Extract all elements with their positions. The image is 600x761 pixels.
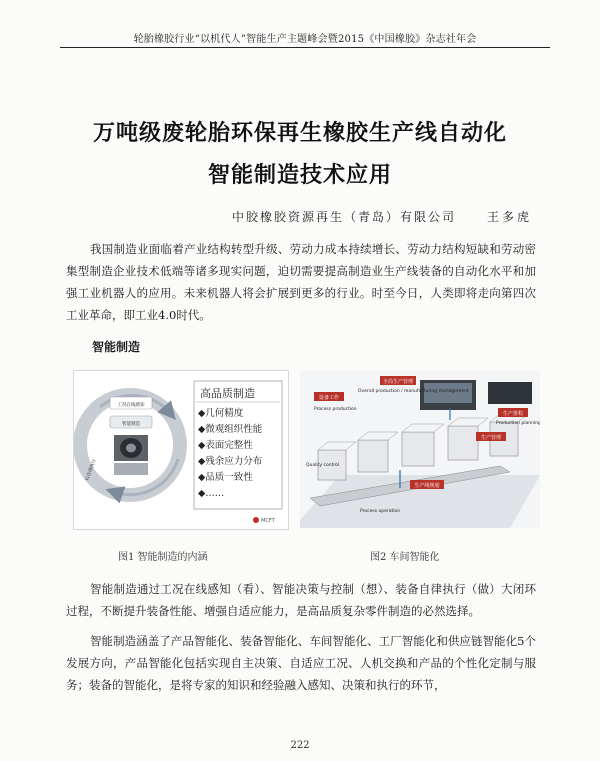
quality-item: ◆残余应力分布 <box>198 456 263 467</box>
workshop-english-label: Overall production / manufacturing management <box>358 389 469 394</box>
quality-item: ◆几何精度 <box>198 408 244 419</box>
figure-2-graphic <box>300 370 540 528</box>
workshop-english-label: Production planning <box>496 421 540 426</box>
workshop-english-label: Quality control <box>306 463 340 468</box>
author-affiliation: 中胶橡胶资源再生（青岛）有限公司 <box>232 210 457 224</box>
running-header: 轮胎橡胶行业“以机代人”智能生产主题峰会暨2015《中国橡胶》杂志社年会 <box>133 34 477 45</box>
quality-item: ◆微观组织性能 <box>198 424 263 435</box>
paragraph-3: 智能制造涵盖了产品智能化、装备智能化、车间智能化、工厂智能化和供应链智能化5个发展方向，产品智能化包括实现自主决策、自适应工况、人机交换和产品的个性化定制与服务；装备的智能化，是将专家的知识和经验融入感知、决策和执行的环节， <box>66 634 536 692</box>
workshop-label: 生产管理 <box>480 435 502 441</box>
paragraph-2: 智能制造通过工况在线感知（看）、智能决策与控制（想）、装备自律执行（做）大闭环过程，不断提升装备性能、增强自适应能力，是高品质复杂零件制造的必然选择。 <box>66 582 536 618</box>
workshop-english-label: Process operation <box>360 509 401 514</box>
workshop-english-label: Process production <box>314 407 357 412</box>
article-title-line2: 智能制造技术应用 <box>207 162 392 188</box>
figure-1-smart-manufacturing <box>73 370 289 530</box>
intro-paragraph: 我国制造业面临着产业结构转型升级、劳动力成本持续增长、劳动力结构短缺和劳动密集型制造企业技术低端等诸多现实问题，迫切需要提高制造业生产线装备的自动化水平和加强工业机器人的应用。未来机器人将会扩展到更多的行业。时至今日，人类即将走向第四次工业革命，即工业4.0时代。 <box>66 242 536 322</box>
author-name: 王多虎 <box>487 210 533 224</box>
section-heading: 智能制造 <box>92 340 141 354</box>
figure-1-caption: 图1 智能制造的内涵 <box>118 552 208 563</box>
workshop-label: 设备工作 <box>318 395 340 401</box>
quality-box-title: 高品质制造 <box>200 387 255 400</box>
logo-mark <box>253 517 259 523</box>
quality-item: ◆表面完整性 <box>198 440 253 451</box>
article-title-line1: 万吨级废轮胎环保再生橡胶生产线自动化 <box>92 120 507 146</box>
figure-2-workshop <box>300 370 540 528</box>
cycle-label-execute: 以自律执行 <box>85 458 98 482</box>
workshop-label: 全局生产管理 <box>382 379 414 385</box>
workshop-label: 生产线规划 <box>414 483 440 489</box>
server-rack <box>488 382 532 404</box>
header-rule <box>60 47 550 48</box>
figure-2-caption: 图2 车间智能化 <box>370 552 440 563</box>
figure-1-graphic <box>74 371 288 529</box>
logo-text: MCFT <box>261 518 275 524</box>
workshop-label: 生产排程 <box>502 411 524 417</box>
cycle-label-sense: 工况在线感知 <box>117 403 145 408</box>
quality-item: ◆品质一致性 <box>198 472 253 483</box>
page-number: 222 <box>290 740 310 751</box>
quality-item: ◆…… <box>198 488 225 499</box>
cycle-label-center: 智能制造 <box>122 422 140 427</box>
